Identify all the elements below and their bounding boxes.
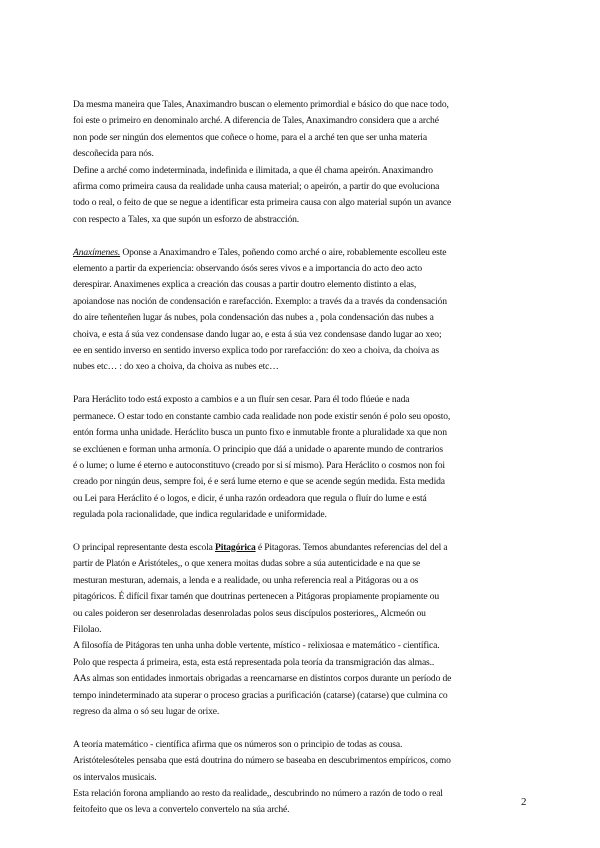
line-text: mesturan mesturan, ademais, a lenda e a realidade, ou unha referencia real a Pitágoras ou a os — [73, 574, 419, 586]
line-text: pitagóricos. É difícil fixar tamén que doutrinas pertenecen a Pitágoras propiamente propiamente ou — [73, 591, 439, 603]
text-line — [73, 113, 533, 129]
line-text: Esta relación forona ampliando ao resto da realidade,, descubrindo no número a razón de todo o real — [73, 788, 443, 799]
text-line — [73, 753, 533, 769]
line-text: entón forma unha unidade. Heráclito busca un punto fixo e inmutable fronte a pluralidade xa que non — [73, 427, 447, 439]
text-line — [73, 310, 533, 326]
line-text: Oponse a Anaximandro e Tales, poñendo como arché o aire, robablemente escolleu este — [120, 246, 447, 258]
text-line — [73, 195, 533, 211]
line-text: ou Lei para Heráclito é o logos, e dicir, é unha razón ordeadora que regula o fluír do lume e está — [73, 492, 427, 504]
line-text: non pode ser ningún dos elementos que coñece o home, para el a arché ten que ser unha materia — [73, 131, 427, 143]
text-line — [73, 392, 533, 408]
text-line — [73, 294, 533, 310]
text-line — [73, 146, 533, 162]
text-line — [73, 786, 533, 802]
line-text: nubes etc… : do xeo a choiva, da choiva as nubes etc… — [73, 361, 279, 373]
line-text: descoñecida para nós. — [73, 148, 154, 160]
line-text: A filosofía de Pitágoras ten unha unha doble vertente, místico - relixiosaa e matemático - científica. — [73, 640, 440, 652]
line-text: Polo que respecta á primeira, esta, esta está representada pola teoría da transmigración das almas.. — [73, 656, 435, 668]
line-text: se exclúenen e forman unha armonía. O principio que dáá a unidade o aparente mundo de contrarios — [73, 443, 444, 455]
line-text-tail: é Pitagoras. Temos abundantes referencias del del a — [255, 541, 448, 553]
text-line — [73, 359, 533, 375]
text-line — [73, 802, 533, 818]
emphasized-term: Pitagórica — [215, 541, 256, 553]
text-line — [73, 671, 533, 687]
paragraph-heraclito — [73, 392, 533, 523]
line-text: O principal representante desta escola — [73, 541, 215, 553]
text-line — [73, 606, 533, 622]
line-text: os intervalos musicais. — [73, 771, 157, 783]
paragraph-teoria-matematica — [73, 737, 533, 819]
line-text: derespirar. Anaximenes explica a creación das cousas a partir doutro elemento distinto a elas, — [73, 279, 417, 291]
line-text: apoiandose nas noción de condensación e rarefacción. Exemplo: a través da a través da condensación — [73, 295, 447, 307]
text-line — [73, 770, 533, 786]
line-text: creado por ningún deus, sempre foi, é e será lume eterno e que se acende según medida. Esta medida — [73, 476, 445, 488]
paragraph-anaximandro — [73, 97, 533, 228]
text-line — [73, 343, 533, 359]
line-text: permanece. O estar todo en constante cambio cada realidade non pode existir senón é polo seu oposto, — [73, 410, 451, 422]
line-text: Da mesma maneira que Tales, Anaximandro buscan o elemento primordial e básico do que nace todo, — [73, 99, 449, 110]
text-line — [73, 638, 533, 654]
line-text: con respecto a Tales, xa que supón un esforzo de abstracción. — [73, 213, 300, 225]
line-text: tempo inindeterminado ata superar o proceso gracias a purificación (catarse) (catarse) que culmina co — [73, 689, 448, 701]
text-line — [73, 704, 533, 720]
text-line — [73, 688, 533, 704]
section-lead-term: Anaxímenes. — [73, 246, 121, 258]
page-number: 2 — [521, 796, 527, 808]
line-text: afirma como primeira causa da realidade unha causa material; o apeirón, a partir do que evoluciona — [73, 181, 440, 193]
line-text: foi este o primeiro en denominalo arché. A diferencia de Tales, Anaximandro considera que a arché — [73, 115, 439, 127]
text-line — [73, 474, 533, 490]
text-line — [73, 425, 533, 441]
line-text: feitofeito que os leva a convertelo convertelo na súa arché. — [73, 804, 290, 816]
text-line — [73, 277, 533, 293]
line-text: ee en sentido inverso en sentido inverso explica todo por rarefacción: do xeo a choiva, da choiva as — [73, 345, 439, 357]
line-text: regreso da alma o só seu lugar de orixe. — [73, 705, 220, 717]
line-text: do aire teñenteñen lugar ás nubes, pola condensación das nubes a , pola condensación das nubes a — [73, 312, 434, 324]
line-text: é o lume; o lume é eterno e autoconstituvo (creado por si sí mismo). Para Heráclito o cosmos non foi — [73, 459, 445, 471]
text-line — [73, 458, 533, 474]
text-line — [73, 163, 533, 179]
line-text: Filolao. — [73, 623, 102, 635]
text-line — [73, 556, 533, 572]
line-text: Define a arché como indeterminada, indefinida e ilimitada, a que él chama apeirón. Anaximandro — [73, 164, 433, 176]
text-line — [73, 737, 533, 753]
text-line — [73, 212, 533, 228]
text-line — [73, 622, 533, 638]
paragraph-anaximenes — [73, 245, 533, 376]
text-line — [73, 540, 533, 556]
text-line — [73, 409, 533, 425]
line-text: todo o real, o feito de que se negue a identificar esta primeira causa con algo material supón un avance — [73, 197, 452, 209]
line-text: Aristótelesóteles pensaba que está doutrina do número se baseaba en descubrimentos empíricos, como — [73, 755, 451, 767]
line-text: regulada pola racionalidade, que indica regularidade e uniformidade. — [73, 509, 327, 521]
text-line — [73, 655, 533, 671]
text-line — [73, 261, 533, 277]
text-line — [73, 97, 533, 113]
text-line — [73, 245, 533, 261]
paragraph-pitagoras — [73, 540, 533, 720]
text-line — [73, 327, 533, 343]
line-text: AAs almas son entidades inmortais obrigadas a reencarnarse en distintos corpos durante un período de — [73, 673, 452, 685]
line-text: partir de Platón e Aristóteles,, o que xenera moitas dudas sobre a súa autenticidade e na que se — [73, 558, 421, 570]
text-line — [73, 507, 533, 523]
line-text: A teoría matemático - científica afirma que os números son o principio de todas as cousa. — [73, 738, 403, 750]
text-line — [73, 491, 533, 507]
text-line — [73, 130, 533, 146]
line-text: choiva, e esta á súa vez condensase dando lugar ao, e esta á súa vez condensase dando lugar ao xeo; — [73, 328, 442, 340]
line-text: elemento a partir da experiencia: observando ósós seres vivos e a importancia do acto deo acto — [73, 263, 422, 275]
line-text: ou cales poideron ser desenroladas desenroladas polos seus discípulos posteriores,, Alcmeón ou — [73, 607, 426, 619]
text-line — [73, 589, 533, 605]
text-line — [73, 442, 533, 458]
line-text: Para Heráclito todo está exposto a cambios e a un fluír sen cesar. Para él todo flúeúe e nada — [73, 394, 410, 406]
text-line — [73, 573, 533, 589]
document-body — [73, 97, 533, 835]
text-line — [73, 179, 533, 195]
